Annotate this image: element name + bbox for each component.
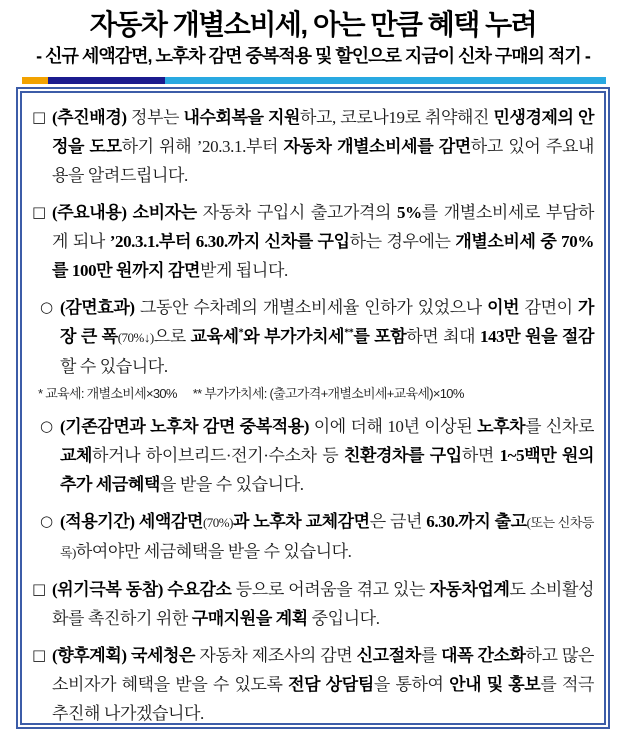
page-title: 자동차 개별소비세, 아는 만큼 혜택 누려 xyxy=(89,9,537,40)
text-segment: 이번 xyxy=(487,298,520,317)
text-segment: 하고, 코로나19로 취약해진 xyxy=(300,108,494,127)
paragraph xyxy=(32,103,594,190)
text-segment: 6.30.까지 xyxy=(426,512,491,531)
text-segment: 하고 있어 주요내용을 알려드립니다. xyxy=(52,137,594,185)
text-segment: (기존감면과 노후차 감면 중복적용) xyxy=(60,417,310,436)
square-bullet-icon: □ xyxy=(32,646,46,664)
text-segment: ** 부가가치세: (출고가격+개별소비세+교육세)×10% xyxy=(192,386,464,401)
footnote xyxy=(38,384,594,404)
content-box xyxy=(20,91,606,725)
text-segment: 를 개별소비세로 부담하게 되나 xyxy=(52,203,594,251)
text-segment: 감면이 xyxy=(519,298,578,317)
text-segment: 그동안 수차례의 개별소비세율 인하가 있었으나 xyxy=(134,298,488,317)
circle-bullet-icon: ○ xyxy=(40,298,53,316)
text-segment: 민생경제의 안정을 도모 xyxy=(52,108,594,156)
text-segment: 을 받을 수 있습니다. xyxy=(159,475,304,494)
text-segment: 할 수 있습니다. xyxy=(60,357,168,376)
text-segment: 노후차 xyxy=(477,417,526,436)
text-segment: 1~5백만 원의 추가 세금혜택 xyxy=(60,446,594,494)
text-segment: 부가가치세 xyxy=(264,327,345,346)
paragraph xyxy=(32,198,594,285)
text-segment: 포함 xyxy=(374,327,407,346)
text-segment: 출고 xyxy=(494,512,527,531)
text-segment: 을 통하여 xyxy=(373,675,450,694)
text-segment: 구매지원을 계획 xyxy=(191,609,308,628)
text-segment: 은 금년 xyxy=(369,512,427,531)
text-segment: 를 xyxy=(420,646,442,665)
text-segment: (또는 신차등록) xyxy=(60,515,594,560)
text-segment: (적용기간) 세액감면 xyxy=(60,512,203,531)
text-segment: 143만 원을 절감 xyxy=(479,327,594,346)
text-segment: 개별소비세 중 70%를 100만 원까지 감면 xyxy=(52,232,594,280)
text-segment: 하여야만 세금혜택을 받을 수 있습니다. xyxy=(75,542,352,561)
accent-bar xyxy=(22,77,606,84)
text-segment: 하기 위해 ’20.3.1.부터 xyxy=(121,137,284,156)
text-segment: * xyxy=(238,327,244,339)
text-segment: 과 노후차 교체감면 xyxy=(232,512,370,531)
text-segment: (향후계획) 국세청은 xyxy=(52,646,196,665)
square-bullet-icon: □ xyxy=(32,108,46,126)
text-segment: 내수회복을 지원 xyxy=(183,108,301,127)
circle-bullet-icon: ○ xyxy=(40,512,53,530)
square-bullet-icon: □ xyxy=(32,580,46,598)
circle-bullet-icon: ○ xyxy=(40,417,53,435)
text-segment: 친환경차를 구입 xyxy=(343,446,462,465)
text-segment: 전담 상담팀 xyxy=(288,675,374,694)
text-segment: 교육세 xyxy=(190,327,239,346)
text-segment: 자동차 개별소비세를 감면 xyxy=(283,137,471,156)
text-segment: 정부는 xyxy=(126,108,184,127)
text-segment: 하고 많은 소비자가 혜택을 받을 수 있도록 xyxy=(52,646,594,694)
text-segment: 안내 및 홍보 xyxy=(449,675,541,694)
content-box-frame xyxy=(16,87,610,729)
accent-bar-orange xyxy=(22,77,48,84)
text-segment: 신고절차 xyxy=(356,646,421,665)
paragraph xyxy=(32,641,594,725)
text-segment: 자동차 구입시 출고가격의 xyxy=(196,203,398,222)
text-segment: ** xyxy=(344,327,354,339)
text-segment: 하면 xyxy=(461,446,500,465)
text-segment: 와 xyxy=(243,327,265,346)
square-bullet-icon: □ xyxy=(32,203,46,221)
text-segment: 교체 xyxy=(60,446,93,465)
text-segment: 를 적극 추진해 나가겠습니다. xyxy=(52,675,594,723)
text-segment: 하면 최대 xyxy=(406,327,480,346)
paragraph xyxy=(32,575,594,633)
text-segment: 이에 더해 10년 이상된 xyxy=(309,417,478,436)
text-segment: ’20.3.1.부터 6.30.까지 신차를 구입 xyxy=(109,232,350,251)
text-segment: 를 신차로 xyxy=(525,417,594,436)
text-segment: 5% xyxy=(397,203,422,222)
text-segment: * 교육세: 개별소비세×30% xyxy=(38,386,177,401)
text-segment: 으로 xyxy=(153,327,191,346)
text-segment: 받게 됩니다. xyxy=(200,261,288,280)
text-segment: 중입니다. xyxy=(307,609,380,628)
paragraph xyxy=(40,293,594,381)
text-segment: 자동차 제조사의 감면 xyxy=(195,646,357,665)
text-segment: 대폭 간소화 xyxy=(441,646,526,665)
text-segment: 하거나 하이브리드·전기·수소차 등 xyxy=(92,446,344,465)
text-segment: 도 소비활성화를 촉진하기 위한 xyxy=(52,580,594,628)
page-subtitle: - 신규 세액감면, 노후차 감면 중복적용 및 할인으로 지금이 신차 구매의 적기 - xyxy=(36,46,590,66)
text-segment: 등으로 어려움을 겪고 있는 xyxy=(231,580,430,599)
text-segment: (70%↓) xyxy=(117,330,154,345)
text-segment: (위기극복 동참) 수요감소 xyxy=(52,580,232,599)
text-segment: 가장 큰 폭 xyxy=(60,298,594,346)
paragraph xyxy=(40,507,594,567)
paragraph xyxy=(40,412,594,499)
text-segment: (감면효과) xyxy=(60,298,135,317)
text-segment: (추진배경) xyxy=(52,108,127,127)
text-segment: 하는 경우에는 xyxy=(349,232,456,251)
text-segment: 자동차업계 xyxy=(429,580,510,599)
accent-bar-navy xyxy=(48,77,165,84)
text-segment: 를 xyxy=(353,327,375,346)
text-segment: (주요내용) 소비자는 xyxy=(52,203,197,222)
text-segment: (70%) xyxy=(202,515,233,530)
accent-bar-sky xyxy=(165,77,606,84)
